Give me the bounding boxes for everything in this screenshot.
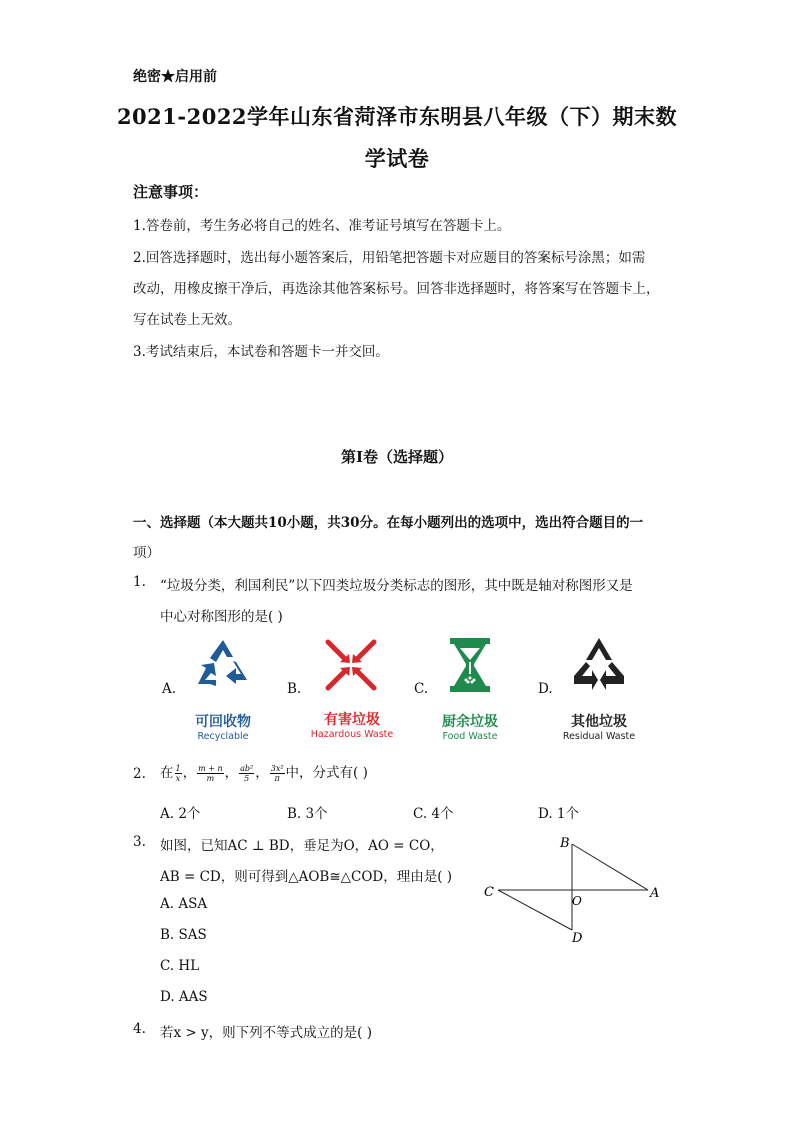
recycle-icon [190,636,256,694]
confidential-label: 绝密★启用前 [133,69,217,85]
q1-option-d-cn-label: 其他垃圾 [571,714,627,730]
point-b-label: B [560,836,570,851]
exam-title-line1: 2021-2022学年山东省菏泽市东明县八年级（下）期末数 [116,104,678,129]
q2-fraction-1-den: x [175,774,181,783]
q1-option-d-en-label: Residual Waste [562,731,636,742]
q2-fraction-2-num: m + n [198,764,223,773]
q2-fraction-1 [175,764,182,783]
q2-option-d: D. 1个 [538,806,580,822]
q2-fraction-1-num: 1 [175,764,181,773]
notice-item-2-line1: 2.回答选择题时，选出每小题答案后，用铅笔把答题卡对应题目的答案标号涂黑；如需 [133,250,646,266]
q1-option-c-cn-label: 厨余垃圾 [442,714,498,730]
q2-option-b: B. 3个 [287,806,328,822]
q1-option-b-en-label: Hazardous Waste [310,729,394,740]
q3-triangle-figure [478,830,668,950]
notice-heading: 注意事项： [133,183,209,201]
q2-text: 在 $\frac{1}{x}$ ， $\frac{m + n}{m}$ ， $\frac{\text{ab²}}{5}$ ， $\frac{\text{3x²}}{\pi}$ 中，分式有( ) [160,764,368,783]
point-d-label: D [572,931,583,946]
hazard-cross-icon [322,636,380,694]
q3-text-line1: 如图，已知AC ⊥ BD，垂足为O，AO = CO， [160,838,444,854]
notice-item-1: 1.答卷前，考生务必将自己的姓名、准考证号填写在答题卡上。 [133,218,511,234]
q2-fraction-3-num: ab² [240,764,254,773]
q2-fraction-2 [197,764,224,783]
q2-option-c: C. 4个 [413,806,454,822]
notice-item-2-line2: 改动，用橡皮擦干净后，再选涂其他答案标号。回答非选择题时，将答案写在答题卡上， [133,281,660,297]
exam-title-line2: 学试卷 [364,146,430,171]
q3-option-c: C. HL [160,958,200,974]
q1-option-a-en-label: Recyclable [197,731,249,742]
volume-title: 第I卷（选择题） [340,448,454,466]
q2-fraction-3 [239,764,254,783]
q3-option-a: A. ASA [160,896,208,912]
q2-number: 2. [133,766,146,782]
residual-waste-icon [568,636,630,694]
point-c-label: C [484,885,494,900]
q1-option-a-letter: A. [162,681,177,697]
q2-fraction-4 [270,764,285,783]
q1-option-d-letter: D. [538,681,553,697]
q1-option-c-en-label: Food Waste [442,731,498,742]
q2-suffix: 中，分式有( ) [285,765,368,781]
q2-fraction-4-num: 3x² [270,764,284,773]
q2-prefix: 在 [160,765,174,781]
q1-option-b-cn-label: 有害垃圾 [324,712,380,728]
q3-text-line2: AB = CD，则可得到△AOB≅△COD，理由是( ) [160,869,453,885]
q1-text-line1: “垃圾分类，利国利民”以下四类垃圾分类标志的图形，其中既是轴对称图形又是 [160,578,633,594]
section-heading-line1: 一、选择题（本大题共10小题，共30分。在每小题列出的选项中，选出符合题目的一 [133,515,644,531]
section-heading-line2: 项） [133,545,160,561]
q3-number: 3. [133,834,146,850]
point-o-label: O [572,894,582,908]
q2-fraction-4-den: π [274,774,280,783]
notice-item-3: 3.考试结束后，本试卷和答题卡一并交回。 [133,344,389,360]
q1-option-b-letter: B. [287,681,302,697]
q4-number: 4. [133,1021,146,1037]
hourglass-icon [446,636,494,694]
q1-option-c-letter: C. [414,681,429,697]
q1-text-line2: 中心对称图形的是( ) [160,609,283,625]
notice-item-2-line3: 写在试卷上无效。 [133,312,241,328]
q2-fraction-2-den: m [206,774,215,783]
q1-number: 1. [133,574,146,590]
q2-option-a: A. 2个 [160,806,201,822]
q3-option-d: D. AAS [160,989,208,1005]
q3-option-b: B. SAS [160,927,207,943]
point-a-label: A [650,886,660,901]
q2-fraction-3-den: 5 [244,774,250,783]
q4-text: 若x > y，则下列不等式成立的是( ) [160,1025,372,1041]
q1-option-a-cn-label: 可回收物 [195,714,251,730]
